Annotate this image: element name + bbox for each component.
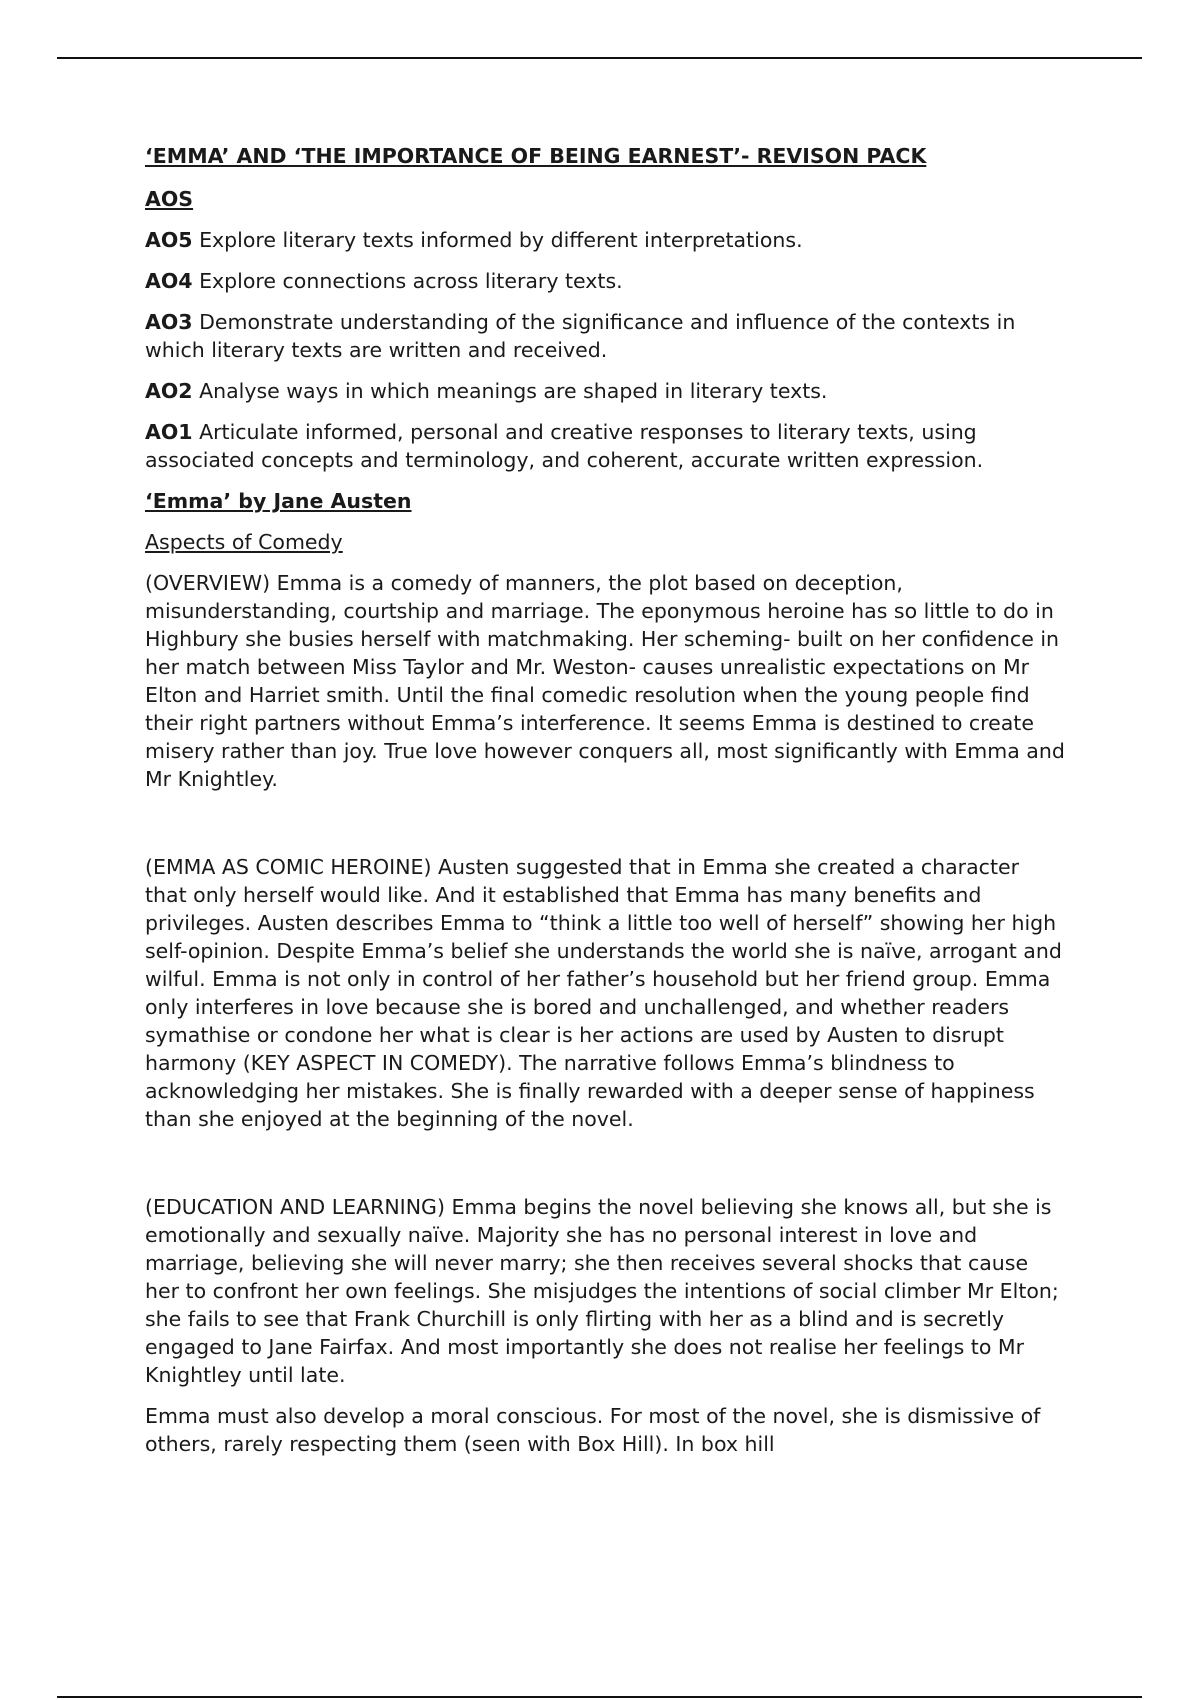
objective-ao1 bbox=[145, 418, 1065, 474]
objective-text: Articulate informed, personal and creative responses to literary texts, using associated concepts and terminology, and coherent, accurate written expression. bbox=[145, 420, 984, 472]
objective-text: Explore connections across literary texts. bbox=[192, 269, 623, 293]
objective-ao3 bbox=[145, 308, 1065, 364]
objective-text: Analyse ways in which meanings are shaped in literary texts. bbox=[192, 379, 828, 403]
document-body bbox=[145, 142, 1065, 1458]
objective-ao5 bbox=[145, 226, 1065, 254]
objective-code: AO5 bbox=[145, 228, 193, 252]
page-bottom-rule bbox=[57, 1696, 1142, 1698]
objective-ao4 bbox=[145, 267, 1065, 295]
objective-ao2 bbox=[145, 377, 1065, 405]
subsection-heading-comedy: Aspects of Comedy bbox=[145, 530, 343, 554]
objective-code: AO2 bbox=[145, 379, 193, 403]
document-title: ‘EMMA’ AND ‘THE IMPORTANCE OF BEING EARNEST’- REVISON PACK bbox=[145, 144, 927, 168]
objective-text: Explore literary texts informed by different interpretations. bbox=[192, 228, 803, 252]
paragraph-education: (EDUCATION AND LEARNING) Emma begins the novel believing she knows all, but she is emotionally and sexually naïve. Majority she has no personal interest in love and marriage, believing she will never marry; she then receives several shocks that cause her to confront her own feelings. She misjudges the intentions of social climber Mr Elton; she fails to see that Frank Churchill is only flirting with her as a blind and is secretly engaged to Jane Fairfax. And most importantly she does not realise her feelings to Mr Knightley until late. bbox=[145, 1195, 1059, 1387]
objective-code: AO1 bbox=[145, 420, 193, 444]
page-top-rule bbox=[57, 57, 1142, 59]
objective-code: AO4 bbox=[145, 269, 193, 293]
section-heading-emma: ‘Emma’ by Jane Austen bbox=[145, 489, 412, 513]
paragraph-moral: Emma must also develop a moral conscious. For most of the novel, she is dismissive of others, rarely respecting them (seen with Box Hill). In box hill bbox=[145, 1404, 1041, 1456]
paragraph-overview: (OVERVIEW) Emma is a comedy of manners, the plot based on deception, misunderstanding, courtship and marriage. The eponymous heroine has so little to do in Highbury she busies herself with matchmaking. Her scheming- built on her confidence in her match between Miss Taylor and Mr. Weston- causes unrealistic expectations on Mr Elton and Harriet smith. Until the final comedic resolution when the young people find their right partners without Emma’s interference. It seems Emma is destined to create misery rather than joy. True love however conquers all, most significantly with Emma and Mr Knightley. bbox=[145, 571, 1065, 791]
objective-text: Demonstrate understanding of the significance and influence of the contexts in which literary texts are written and received. bbox=[145, 310, 1016, 362]
paragraph-comic-heroine: (EMMA AS COMIC HEROINE) Austen suggested that in Emma she created a character that only herself would like. And it established that Emma has many benefits and privileges. Austen describes Emma to “think a little too well of herself” showing her high self-opinion. Despite Emma’s belief she understands the world she is naïve, arrogant and wilful. Emma is not only in control of her father’s household but her friend group. Emma only interferes in love because she is bored and unchallenged, and whether readers symathise or condone her what is clear is her actions are used by Austen to disrupt harmony (KEY ASPECT IN COMEDY). The narrative follows Emma’s blindness to acknowledging her mistakes. She is finally rewarded with a deeper sense of happiness than she enjoyed at the beginning of the novel. bbox=[145, 855, 1062, 1131]
objective-code: AO3 bbox=[145, 310, 193, 334]
aos-heading: AOS bbox=[145, 187, 194, 211]
